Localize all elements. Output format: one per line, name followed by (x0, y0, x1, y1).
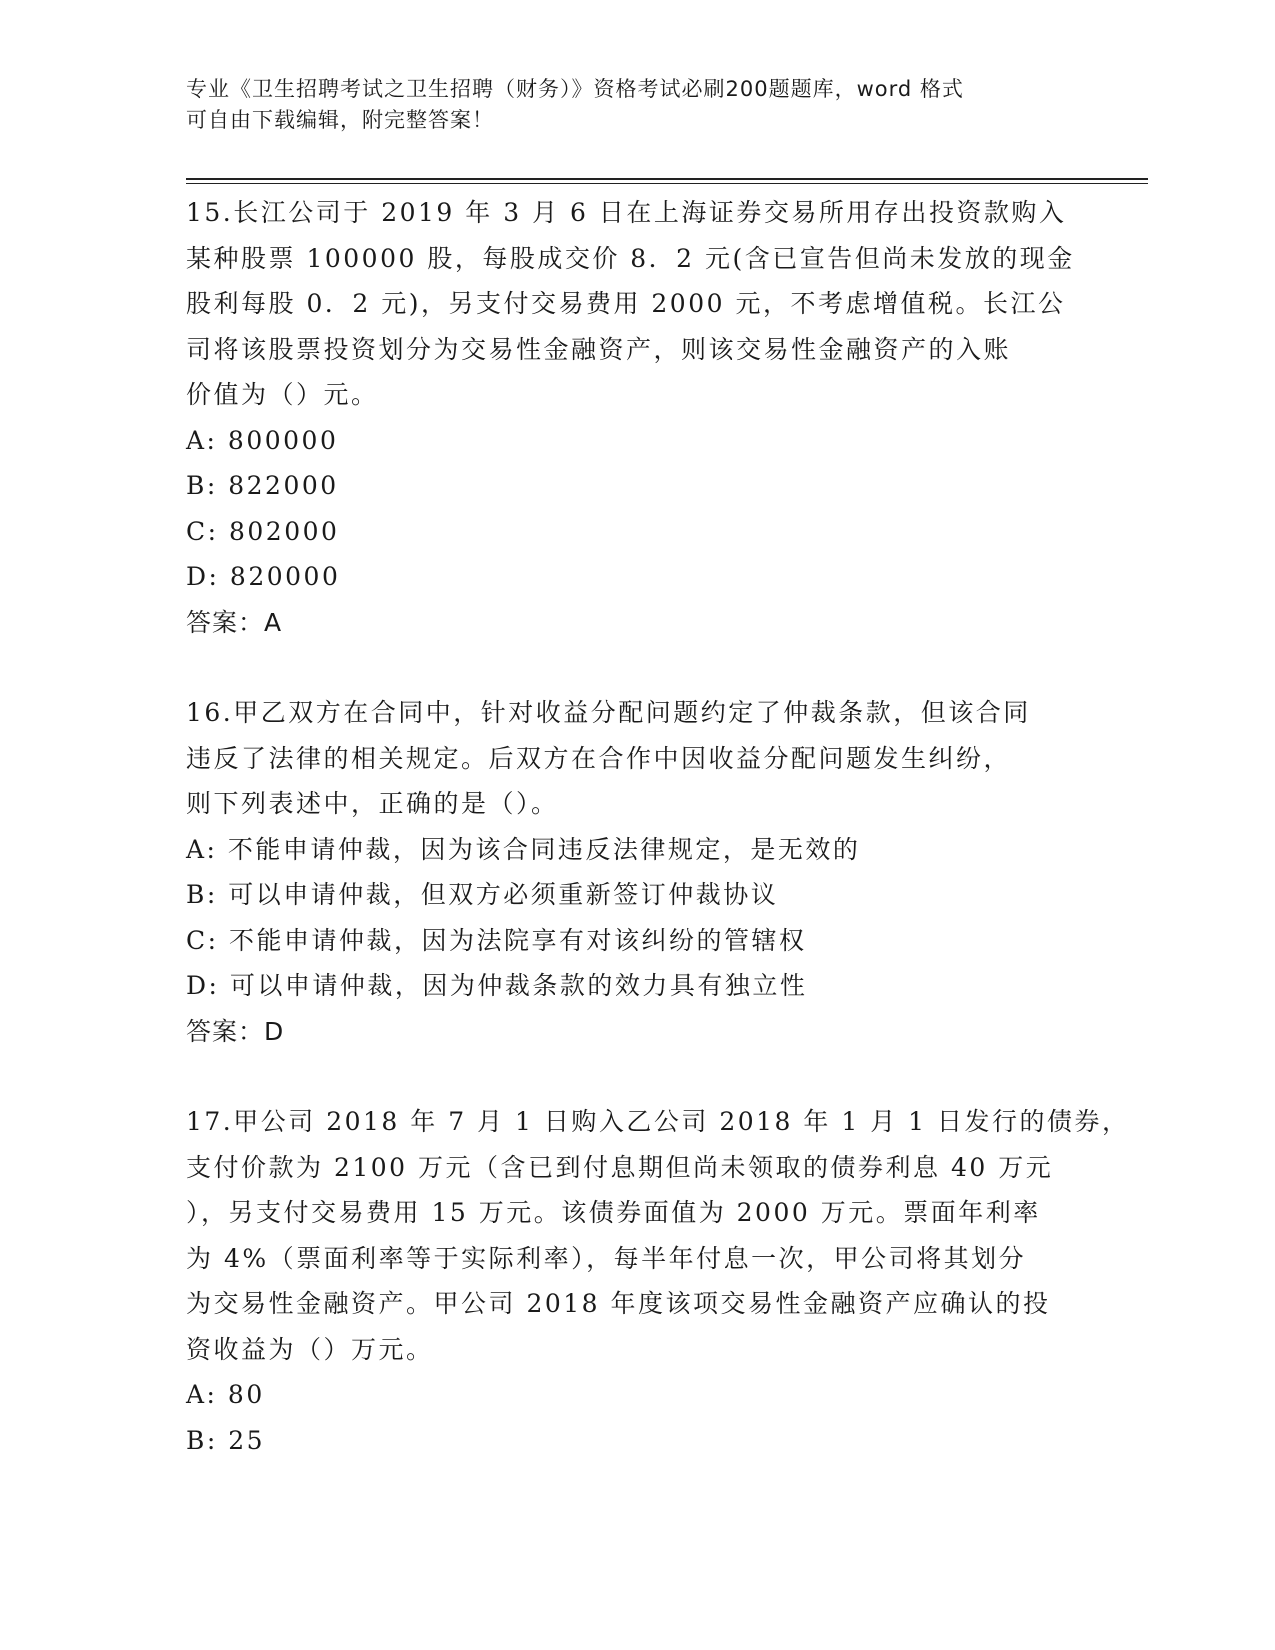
question-text-line: 股利每股 0．2 元)，另支付交易费用 2000 元，不考虑增值税。长江公 (186, 289, 1066, 318)
option-d: D: 820000 (186, 562, 341, 591)
option-d: D: 可以申请仲裁，因为仲裁条款的效力具有独立性 (186, 971, 808, 1000)
question-15 (186, 190, 1086, 645)
option-b: B: 25 (186, 1425, 266, 1455)
option-b: B: 822000 (186, 471, 339, 500)
question-text-line: 为交易性金融资产。甲公司 2018 年度该项交易性金融资产应确认的投 (186, 1289, 1051, 1318)
header-line: 专业《卫生招聘考试之卫生招聘（财务）》资格考试必刷200题题库，word 格式 (186, 77, 964, 101)
header-line: 可自由下载编辑，附完整答案！ (186, 108, 494, 132)
question-text-line: 17.甲公司 2018 年 7 月 1 日购入乙公司 2018 年 1 月 1 日发行的债券， (186, 1107, 1130, 1136)
header-divider-thin (186, 183, 1148, 184)
option-a: A: 800000 (186, 425, 339, 455)
option-a: A: 80 (186, 1380, 265, 1409)
document-header (186, 74, 1086, 136)
question-text-line: 16.甲乙双方在合同中，针对收益分配问题约定了仲裁条款，但该合同 (186, 698, 1031, 727)
question-text-line: 违反了法律的相关规定。后双方在合作中因收益分配问题发生纠纷， (186, 743, 1012, 773)
question-text-line: 为 4%（票面利率等于实际利率），每半年付息一次，甲公司将其划分 (186, 1243, 1027, 1273)
header-divider (186, 178, 1148, 180)
question-text-line: 支付价款为 2100 万元（含已到付息期但尚未领取的债券利息 40 万元 (186, 1152, 1054, 1182)
answer-line: 答案：D (186, 1016, 285, 1046)
question-text-line: 某种股票 100000 股，每股成交价 8．2 元(含已宣告但尚未发放的现金 (186, 243, 1075, 273)
option-a: A: 不能申请仲裁，因为该合同违反法律规定，是无效的 (186, 834, 861, 864)
question-text-line: 则下列表述中，正确的是（）。 (186, 789, 559, 818)
question-list (186, 190, 1130, 1508)
option-b: B: 可以申请仲裁，但双方必须重新签订仲裁协议 (186, 880, 779, 909)
question-text-line: 资收益为（）万元。 (186, 1334, 434, 1364)
option-c: C: 802000 (186, 516, 340, 546)
question-text-line: 15.长江公司于 2019 年 3 月 6 日在上海证券交易所用存出投资款购入 (186, 198, 1067, 227)
question-16 (186, 690, 1086, 1054)
question-17 (186, 1099, 1130, 1463)
question-text-line: ），另支付交易费用 15 万元。该债券面值为 2000 万元。票面年利率 (186, 1198, 1041, 1227)
question-text-line: 价值为（）元。 (186, 380, 379, 409)
answer-line: 答案：A (186, 607, 283, 637)
question-text-line: 司将该股票投资划分为交易性金融资产，则该交易性金融资产的入账 (186, 334, 1012, 364)
option-c: C: 不能申请仲裁，因为法院享有对该纠纷的管辖权 (186, 925, 807, 955)
